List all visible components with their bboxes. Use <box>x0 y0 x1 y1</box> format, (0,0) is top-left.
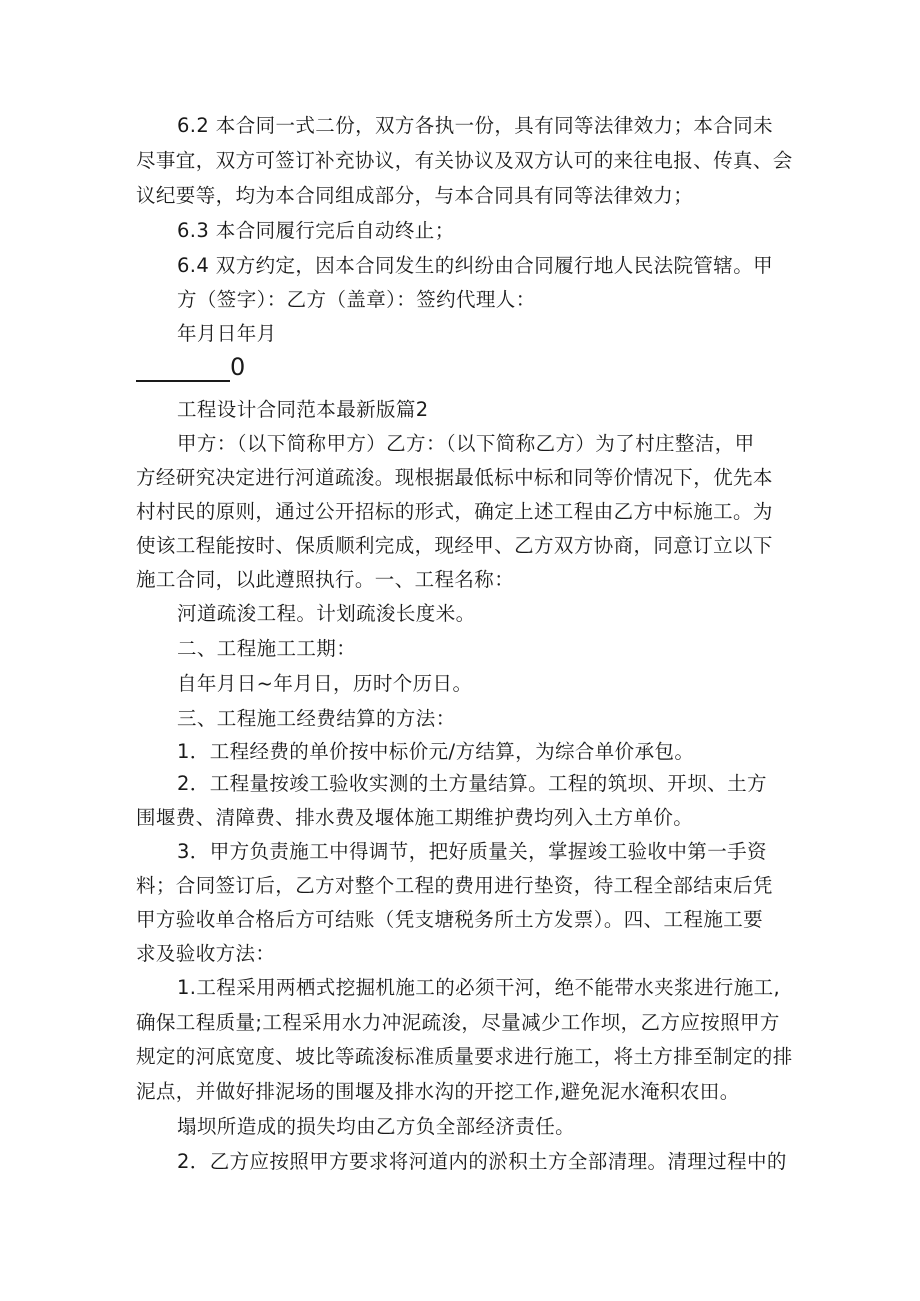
text-line: 尽事宜，双方可签订补充协议，有关协议及双方认可的来往电报、传真、会 <box>136 149 793 172</box>
text-line: 2．工程量按竣工验收实测的土方量结算。工程的筑坝、开坝、土方 <box>177 772 767 795</box>
text-line: 塌坝所造成的损失均由乙方负全部经济责任。 <box>177 1115 576 1138</box>
text-line: 二、工程施工工期： <box>177 637 357 660</box>
signature-blank-underline <box>136 380 230 382</box>
signature-blank-suffix: 0 <box>230 353 246 381</box>
text-line: 围堰费、清障费、排水费及堰体施工期维护费均列入土方单价。 <box>136 806 694 829</box>
text-line: 自年月日~年月日，历时个历日。 <box>177 672 473 695</box>
text-line: 泥点，并做好排泥场的围堰及排水沟的开挖工作,避免泥水淹积农田。 <box>136 1080 740 1103</box>
text-line: 6.4 双方约定，因本合同发生的纠纷由合同履行地人民法院管辖。甲 <box>177 254 774 277</box>
text-line: 方（签字）：乙方（盖章）：签约代理人： <box>177 288 536 311</box>
text-line: 三、工程施工经费结算的方法： <box>177 707 456 730</box>
text-line: 1.工程采用两栖式挖掘机施工的必须干河，绝不能带水夹浆进行施工, <box>177 976 781 999</box>
text-line: 确保工程质量;工程采用水力冲泥疏浚，尽量减少工作坝，乙方应按照甲方 <box>136 1011 780 1034</box>
text-line: 3．甲方负责施工中得调节，把好质量关，掌握竣工验收中第一手资 <box>177 840 767 863</box>
text-line: 6.2 本合同一式二份，双方各执一份，具有同等法律效力；本合同未 <box>177 114 774 137</box>
text-line: 方经研究决定进行河道疏浚。现根据最低标中标和同等价情况下，优先本 <box>136 466 773 489</box>
text-line: 甲方验收单合格后方可结账（凭支塘税务所土方发票）。四、工程施工要 <box>136 908 764 931</box>
text-line: 料；合同签订后，乙方对整个工程的费用进行垫资，待工程全部结束后凭 <box>136 874 773 897</box>
text-line: 2．乙方应按照甲方要求将河道内的淤积土方全部清理。清理过程中的 <box>177 1150 787 1173</box>
text-line: 使该工程能按时、保质顺利完成，现经甲、乙方双方协商，同意订立以下 <box>136 534 773 557</box>
text-line: 1．工程经费的单价按中标价元/方结算，为综合单价承包。 <box>177 740 695 763</box>
text-line: 河道疏浚工程。计划疏浚长度米。 <box>177 602 476 625</box>
text-line: 规定的河底宽度、坡比等疏浚标准质量要求进行施工，将土方排至制定的排 <box>136 1045 793 1068</box>
text-line: 甲方：（以下简称甲方）乙方：（以下简称乙方）为了村庄整洁，甲 <box>177 432 755 455</box>
text-line: 6.3 本合同履行完后自动终止； <box>177 219 455 242</box>
text-line: 村村民的原则，通过公开招标的形式，确定上述工程由乙方中标施工。为 <box>136 500 773 523</box>
text-line: 求及验收方法： <box>136 942 276 965</box>
section-title: 工程设计合同范本最新版篇2 <box>177 398 429 421</box>
text-line: 议纪要等，均为本合同组成部分，与本合同具有同等法律效力； <box>136 184 694 207</box>
date-line: 年月日年月 <box>177 322 277 345</box>
text-line: 施工合同，以此遵照执行。一、工程名称： <box>136 568 515 591</box>
